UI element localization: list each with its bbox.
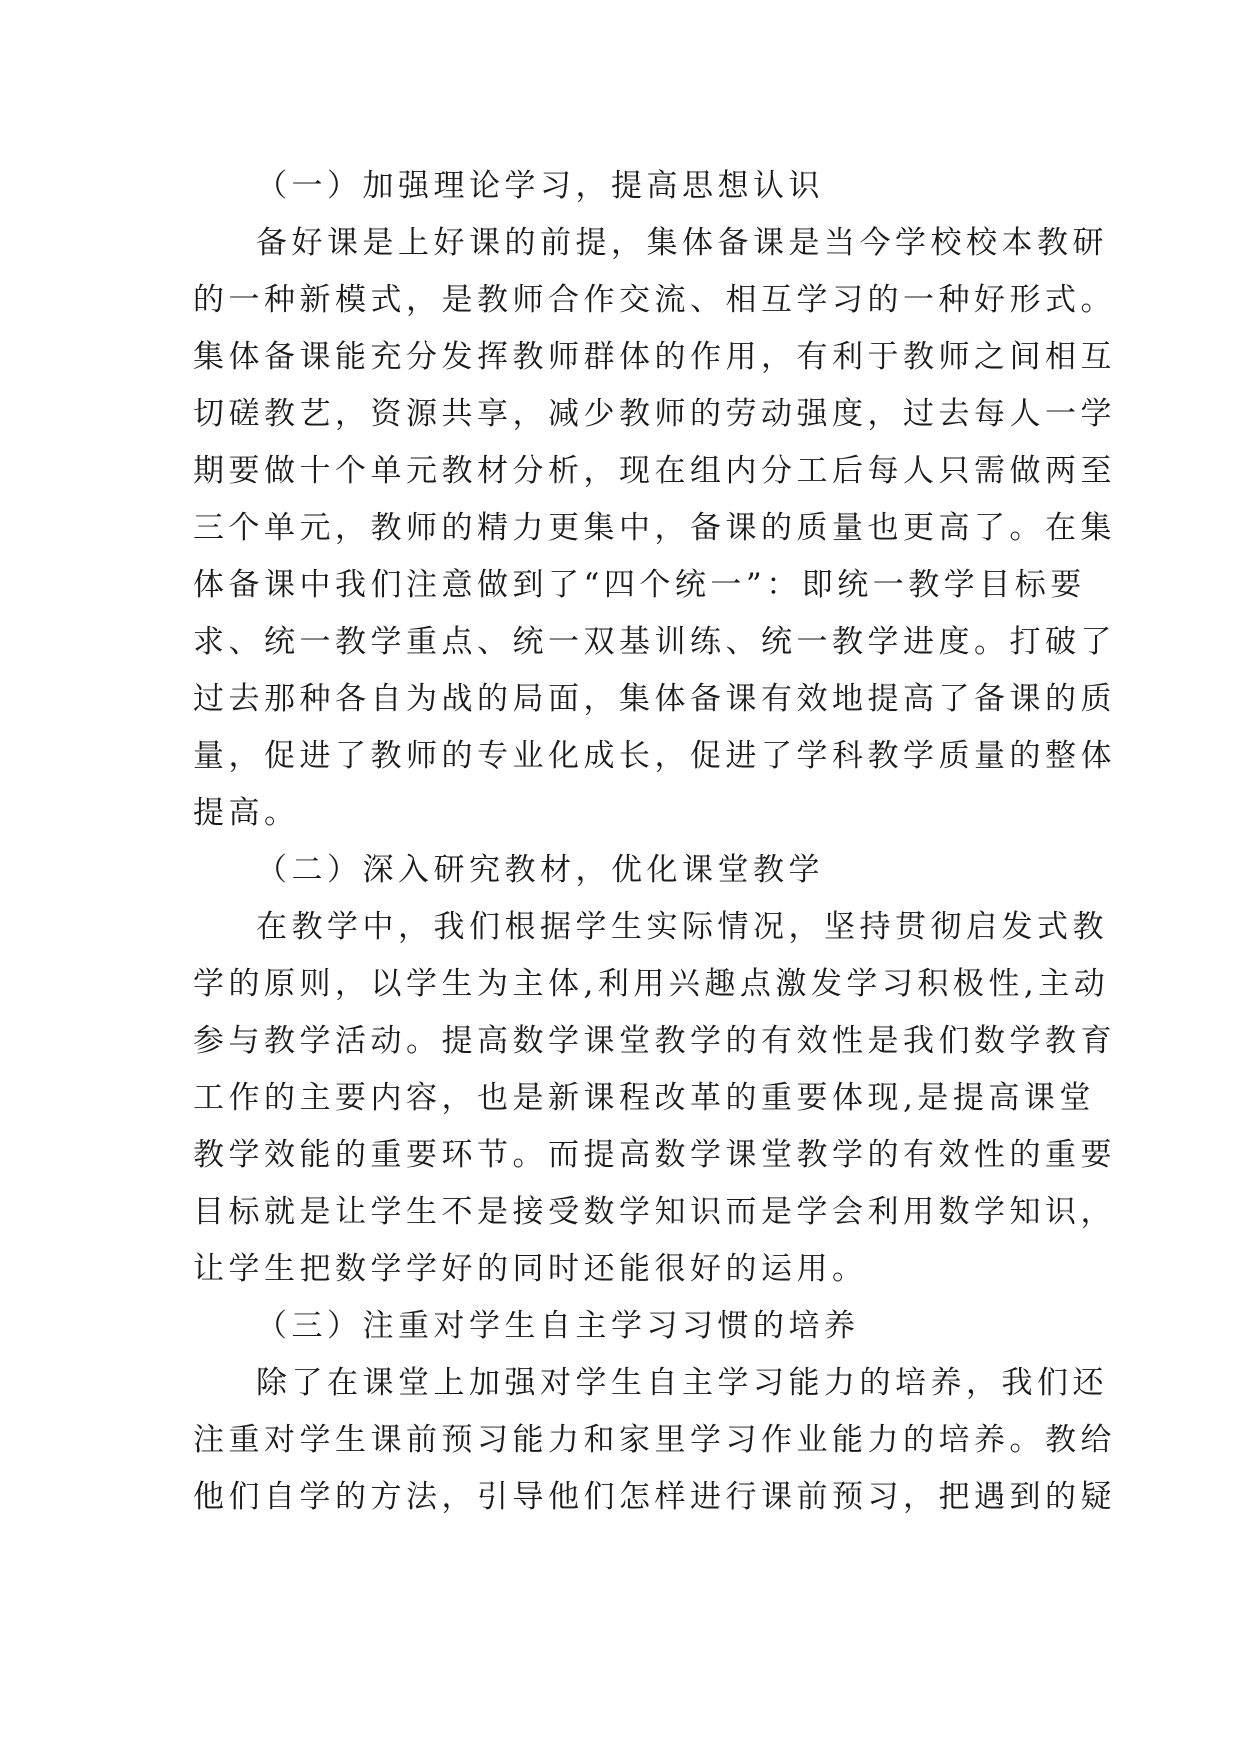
text-line: 教学效能的重要环节。而提高数学课堂教学的有效性的重要 (193, 1137, 1116, 1173)
text-line: 参与教学活动。提高数学课堂教学的有效性是我们数学教育 (193, 1023, 1116, 1059)
text-line: 目标就是让学生不是接受数学知识而是学会利用数学知识， (193, 1194, 1116, 1230)
paragraph-first-line: （二）深入研究教材，优化课堂教学 (256, 852, 824, 888)
document-body (193, 158, 1116, 1526)
text-line: 切磋教艺，资源共享，减少教师的劳动强度，过去每人一学 (193, 396, 1116, 432)
text-line: 工作的主要内容，也是新课程改革的重要体现,是提高课堂 (193, 1080, 1095, 1116)
text-line: 注重对学生课前预习能力和家里学习作业能力的培养。教给 (193, 1422, 1116, 1458)
paragraph-first-line: （一）加强理论学习，提高思想认识 (256, 168, 824, 204)
text-line: 学的原则，以学生为主体,利用兴趣点激发学习积极性,主动 (193, 966, 1110, 1002)
text-line: 期要做十个单元教材分析，现在组内分工后每人只需做两至 (193, 453, 1116, 489)
text-line: 过去那种各自为战的局面，集体备课有效地提高了备课的质 (193, 681, 1116, 717)
paragraph-first-line: 除了在课堂上加强对学生自主学习能力的培养，我们还 (256, 1365, 1108, 1401)
text-line: 提高。 (193, 795, 300, 831)
paragraph-first-line: 在教学中，我们根据学生实际情况，坚持贯彻启发式教 (256, 909, 1108, 945)
text-line: 他们自学的方法，引导他们怎样进行课前预习，把遇到的疑 (193, 1479, 1116, 1515)
text-line: 量，促进了教师的专业化成长，促进了学科教学质量的整体 (193, 738, 1116, 774)
text-line: 体备课中我们注意做到了“四个统一”：即统一教学目标要 (193, 567, 1086, 603)
paragraph-first-line: 备好课是上好课的前提，集体备课是当今学校校本教研 (256, 225, 1108, 261)
text-line: 三个单元，教师的精力更集中，备课的质量也更高了。在集 (193, 510, 1116, 546)
paragraph-first-line: （三）注重对学生自主学习习惯的培养 (256, 1308, 860, 1344)
text-line: 集体备课能充分发挥教师群体的作用，有利于教师之间相互 (193, 339, 1116, 375)
text-line: 求、统一教学重点、统一双基训练、统一教学进度。打破了 (193, 624, 1116, 660)
text-line: 的一种新模式，是教师合作交流、相互学习的一种好形式。 (193, 282, 1116, 318)
text-line: 让学生把数学学好的同时还能很好的运用。 (193, 1251, 868, 1287)
